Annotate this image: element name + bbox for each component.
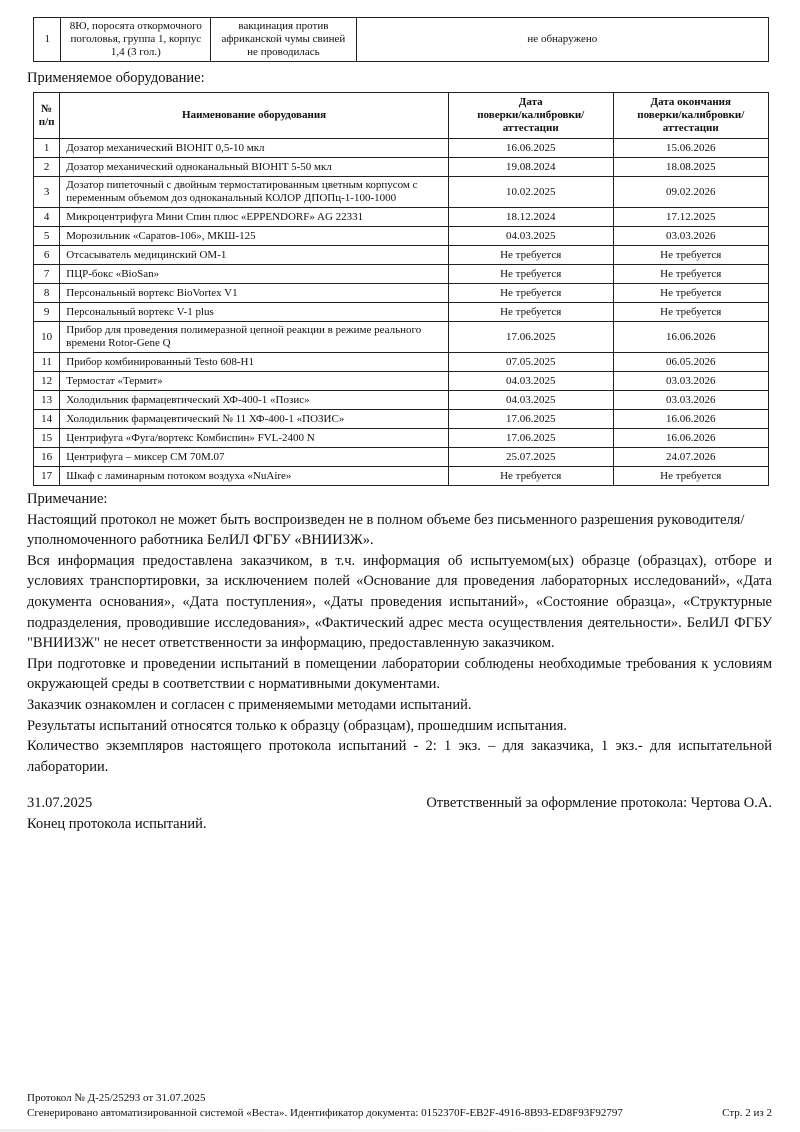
equipment-name: Морозильник «Саратов-106», МКШ-125 — [60, 227, 449, 246]
equipment-end-date: 16.06.2026 — [613, 322, 769, 353]
equipment-row — [34, 158, 769, 177]
equipment-row-number: 9 — [34, 303, 60, 322]
equipment-row-number: 17 — [34, 467, 60, 486]
equipment-row-number: 7 — [34, 265, 60, 284]
notes-title: Примечание: — [27, 491, 108, 507]
equipment-name: Микроцентрифуга Мини Спин плюс «EPPENDORF» AG 22331 — [60, 208, 449, 227]
header-num-line1: № — [41, 102, 53, 115]
equipment-end-date: Не требуется — [613, 467, 769, 486]
header-name: Наименование оборудования — [60, 93, 449, 139]
equipment-name: Дозатор механический BIOHIT 0,5-10 мкл — [60, 139, 449, 158]
equipment-date: Не требуется — [448, 303, 613, 322]
note-paragraph: Заказчик ознакомлен и согласен с применяемыми методами испытаний. — [27, 696, 472, 713]
equipment-name: Персональный вортекс BioVortex V1 — [60, 284, 449, 303]
header-end-date — [613, 93, 769, 139]
equipment-row-number: 13 — [34, 391, 60, 410]
equipment-name: Термостат «Термит» — [60, 372, 449, 391]
equipment-name: Персональный вортекс V-1 plus — [60, 303, 449, 322]
header-end-line2: поверки/калибровки/аттестации — [637, 109, 745, 134]
equipment-name: Холодильник фармацевтический ХФ-400-1 «Позис» — [60, 391, 449, 410]
responsible-person: Ответственный за оформление протокола: Чертова О.А. — [426, 795, 772, 812]
header-date-line2: поверки/калибровки/аттестации — [477, 109, 585, 134]
equipment-end-date: 16.06.2026 — [613, 429, 769, 448]
equipment-name: Прибор для проведения полимеразной цепной реакции в режиме реального времени Rotor-Gene Q — [60, 322, 449, 353]
equipment-row — [34, 208, 769, 227]
note-paragraph: Количество экземпляров настоящего протокола испытаний - 2: 1 экз. – для заказчика, 1 экз.- для испытательной лаборатории. — [27, 738, 772, 775]
equipment-row — [34, 265, 769, 284]
equipment-end-date: Не требуется — [613, 246, 769, 265]
equipment-name: Холодильник фармацевтический № 11 ХФ-400-1 «ПОЗИС» — [60, 410, 449, 429]
equipment-date: 07.05.2025 — [448, 353, 613, 372]
equipment-date: Не требуется — [448, 246, 613, 265]
equipment-end-date: 15.06.2026 — [613, 139, 769, 158]
header-num — [34, 93, 60, 139]
signature-row — [27, 793, 772, 814]
vaccination-info-cell: вакцинация против африканской чумы свиней не проводилась — [211, 18, 357, 62]
equipment-end-date: Не требуется — [613, 265, 769, 284]
equipment-table — [33, 92, 769, 486]
equipment-row-number: 6 — [34, 246, 60, 265]
equipment-end-date: 09.02.2026 — [613, 177, 769, 208]
protocol-date: 31.07.2025 — [27, 795, 93, 812]
equipment-end-date: 16.06.2026 — [613, 410, 769, 429]
equipment-row — [34, 429, 769, 448]
equipment-row — [34, 448, 769, 467]
equipment-row — [34, 246, 769, 265]
equipment-date: 17.06.2025 — [448, 429, 613, 448]
footer-generated-by: Сгенерировано автоматизированной системой «Веста». Идентификатор документа: 0152370F-EB2F-4916-8B93-ED8F93F92797 — [27, 1107, 623, 1119]
equipment-date: 19.08.2024 — [448, 158, 613, 177]
equipment-row — [34, 467, 769, 486]
equipment-row — [34, 391, 769, 410]
equipment-end-date: 24.07.2026 — [613, 448, 769, 467]
equipment-date: 04.03.2025 — [448, 372, 613, 391]
footer-page-number: Стр. 2 из 2 — [722, 1107, 772, 1119]
equipment-row-number: 1 — [34, 139, 60, 158]
equipment-header-row — [34, 93, 769, 139]
equipment-date: Не требуется — [448, 467, 613, 486]
equipment-end-date: 18.08.2025 — [613, 158, 769, 177]
equipment-row — [34, 139, 769, 158]
page-footer — [27, 1091, 772, 1121]
equipment-date: 18.12.2024 — [448, 208, 613, 227]
notes-section — [27, 489, 772, 777]
equipment-name: Отсасыватель медицинский ОМ-1 — [60, 246, 449, 265]
equipment-row — [34, 353, 769, 372]
equipment-row-number: 12 — [34, 372, 60, 391]
equipment-date: Не требуется — [448, 265, 613, 284]
equipment-date: 16.06.2025 — [448, 139, 613, 158]
sample-results-table — [33, 17, 769, 62]
sample-number-cell: 1 — [34, 18, 61, 62]
equipment-row-number: 11 — [34, 353, 60, 372]
equipment-end-date: 03.03.2026 — [613, 372, 769, 391]
equipment-date: Не требуется — [448, 284, 613, 303]
equipment-date: 17.06.2025 — [448, 410, 613, 429]
result-cell: не обнаружено — [356, 18, 768, 62]
equipment-end-date: 03.03.2026 — [613, 227, 769, 246]
equipment-name: Шкаф с ламинарным потоком воздуха «NuAire» — [60, 467, 449, 486]
equipment-row-number: 4 — [34, 208, 60, 227]
equipment-name: Центрифуга «Фуга/вортекс Комбиспин» FVL-2400 N — [60, 429, 449, 448]
equipment-row — [34, 372, 769, 391]
note-paragraph: Настоящий протокол не может быть воспроизведен не в полном объеме без письменного разрешения руководителя/уполномоченного работника БелИЛ ФГБУ «ВНИИЗЖ». — [27, 511, 745, 549]
equipment-end-date: 03.03.2026 — [613, 391, 769, 410]
equipment-row — [34, 284, 769, 303]
equipment-row-number: 15 — [34, 429, 60, 448]
equipment-row-number: 5 — [34, 227, 60, 246]
note-paragraph: Вся информация предоставлена заказчиком, в т.ч. информация об испытуемом(ых) образце (образцах), отборе и условиях транспортировки, за исключением полей «Основание для проведения лабораторных исследований», «Дата документа основания», «Дата поступления», «Даты проведения испытаний», «Состояние образца», «Структурные подразделения, проводившие исследования», «Фактический адрес места осуществления деятельности». БелИЛ ФГБУ "ВНИИЗЖ" не несет ответственности за информацию, предоставленную заказчиком. — [27, 552, 772, 652]
sample-description-cell: 8Ю, поросята откормочного поголовья, группа 1, корпус 1,4 (3 гол.) — [61, 18, 211, 62]
equipment-end-date: 17.12.2025 — [613, 208, 769, 227]
equipment-row-number: 2 — [34, 158, 60, 177]
equipment-date: 04.03.2025 — [448, 391, 613, 410]
equipment-end-date: Не требуется — [613, 303, 769, 322]
equipment-row-number: 3 — [34, 177, 60, 208]
equipment-row-number: 8 — [34, 284, 60, 303]
equipment-row-number: 16 — [34, 448, 60, 467]
equipment-row — [34, 303, 769, 322]
equipment-row — [34, 227, 769, 246]
equipment-name: Центрифуга – миксер СМ 70М.07 — [60, 448, 449, 467]
header-num-line2: п/п — [38, 115, 55, 128]
end-of-protocol-line: Конец протокола испытаний. — [27, 815, 207, 832]
equipment-end-date: Не требуется — [613, 284, 769, 303]
equipment-date: 10.02.2025 — [448, 177, 613, 208]
equipment-name: Дозатор механический одноканальный BIOHIT 5-50 мкл — [60, 158, 449, 177]
equipment-row-number: 14 — [34, 410, 60, 429]
footer-protocol-number: Протокол № Д-25/25293 от 31.07.2025 — [27, 1092, 206, 1104]
equipment-name: Прибор комбинированный Testo 608-H1 — [60, 353, 449, 372]
equipment-row — [34, 410, 769, 429]
header-date — [448, 93, 613, 139]
equipment-row — [34, 177, 769, 208]
equipment-end-date: 06.05.2026 — [613, 353, 769, 372]
equipment-row-number: 10 — [34, 322, 60, 353]
table-row — [34, 18, 769, 62]
note-paragraph: Результаты испытаний относятся только к образцу (образцам), прошедшим испытания. — [27, 717, 567, 734]
equipment-name: ПЦР-бокс «BioSan» — [60, 265, 449, 284]
equipment-name: Дозатор пипеточный с двойным термостатированным цветным корпусом с переменным объемом доз одноканальный КОЛОР ДПОПц-1-100-1000 — [60, 177, 449, 208]
note-paragraph: При подготовке и проведении испытаний в помещении лаборатории соблюдены необходимые требования к условиям окружающей среды в соответствии с нормативными документами. — [27, 655, 772, 693]
header-end-line1: Дата окончания — [650, 96, 731, 108]
equipment-row — [34, 322, 769, 353]
equipment-date: 17.06.2025 — [448, 322, 613, 353]
header-date-line1: Дата — [518, 96, 543, 108]
equipment-date: 25.07.2025 — [448, 448, 613, 467]
equipment-date: 04.03.2025 — [448, 227, 613, 246]
equipment-section-title: Применяемое оборудование: — [27, 70, 205, 86]
